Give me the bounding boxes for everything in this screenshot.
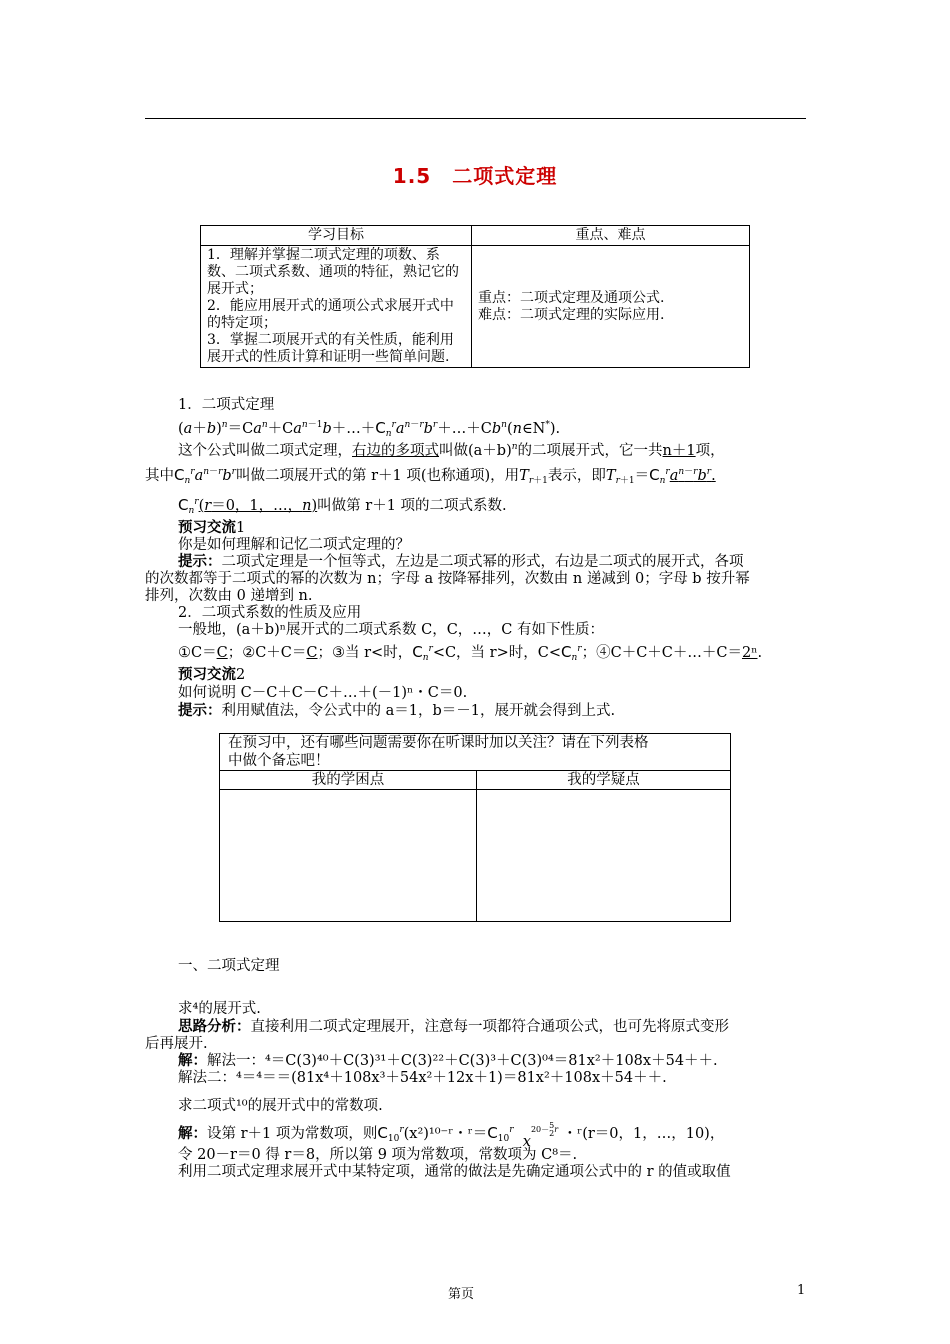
goal-2: 2．能应用展开式的通项公式求展开式中的特定项； [207,298,454,331]
property-1: ①C＝ [178,645,217,661]
solution-method1-text: 解法一：⁴＝C(3)⁴⁰＋C(3)³¹＋C(3)²²＋C(3)³＋C(3)⁰⁴＝81x²＋108x＋54＋＋. [207,1053,718,1069]
goals-cell [201,246,472,368]
binomial-formula: $(a+b)^n=Ca^n+Ca^{n-1}b+\dots+C_n^ra^{n-r}b^r+\dots+Cb^n(n\in N^*)$. [178,419,561,439]
property-3-c: <C，当 r> [432,645,509,661]
term-count: n＋1 [662,443,696,459]
theorem-text-d: 项， [695,443,725,459]
analysis-line2: 后再展开. [145,1036,208,1052]
goals-header: 学习目标 [201,226,472,246]
method-note: 利用二项式定理求展开式中某特定项，通常的做法是先确定通项公式中的 r 的值或取值 [178,1164,731,1180]
general-term-sentence: 其中$C_n^ra^{n-r}b^r$叫做二项展开式的第 r＋1 项(也称通项)，用$T_{r+1}$表示，即$T_{r+1}=C_n^ra^{n-r}b^r$. [145,466,716,486]
preview1-hint-line1 [178,553,744,571]
hint-label: 提示： [178,553,222,570]
property-3-b: 时， [383,645,413,661]
combination-symbol: C [375,419,386,437]
preview2-label-text: 预习交流 [178,666,236,683]
analysis-line1 [178,1018,729,1036]
preview1-label [178,519,245,537]
example1: 求⁴的展开式. [178,1001,261,1017]
coefficient-properties: ①C＝C；②C＋C＝C；③当 r<时，$C_n^r<C$，当 r>时，$C<C_n^r$；④C＋C＋C＋…＋C＝2ⁿ. [178,643,763,663]
section1-heading: 1．二项式定理 [178,397,275,413]
preview2-hint [178,702,615,720]
analysis-text: 直接利用二项式定理展开，注意每一项都符合通项公式，也可先将原式变形 [250,1019,729,1035]
property-4-value: 2ⁿ [741,645,758,661]
preview2-question: 如何说明 C－C＋C－C＋…＋(－1)ⁿ・C＝0. [178,685,468,701]
solution-text-b: (x²)¹⁰⁻ʳ・ʳ＝ [403,1126,488,1142]
memo-col-doubts: 我的学疑点 [477,771,731,790]
memo-intro-line1: 在预习中，还有哪些问题需要你在听课时加以关注？请在下列表格 [228,735,649,751]
hint-text: 利用赋值法，令公式中的 a＝1，b＝－1，展开就会得到上式. [221,703,616,719]
memo-table [219,733,731,922]
preview2-label [178,666,245,684]
hint-text: 二项式定理是一个恒等式，左边是二项式幂的形式，右边是二项式的展开式，各项 [221,554,744,570]
preview1-question: 你是如何理解和记忆二项式定理的？ [178,537,410,553]
part1-heading: 一、二项式定理 [178,958,280,974]
binomial-coefficient-text: 叫做第 r＋1 项的二项式系数. [317,498,507,514]
learning-goals-table [200,225,750,368]
property-2: ；②C＋C＝ [227,645,307,661]
memo-col-difficulties: 我的学困点 [220,771,477,790]
general-term-text-c: 表示，即 [547,468,606,484]
property-1-value: C [216,645,228,661]
solution-method1 [178,1052,718,1070]
property-4: ；④C＋C＋C＋…＋C＝ [581,645,742,661]
keypoints-header: 重点、难点 [472,226,750,246]
page-title: 1.5 二项式定理 [392,164,558,188]
solution-text-a: 设第 r＋1 项为常数项，则 [207,1126,378,1142]
solution-label: 解： [178,1052,207,1069]
preview1-hint-line2: 的次数都等于二项式的幂的次数为 n；字母 a 按降幂排列，次数由 n 递减到 0；字母 b 按升幂 [145,571,750,587]
theorem-sentence: 这个公式叫做二项式定理，右边的多项式叫做$(a+b)^n$的二项展开式，它一共n＋1项， [178,442,725,459]
difficulty: 难点：二项式定理的实际应用. [478,306,665,323]
section2-heading: 2．二项式系数的性质及应用 [178,605,362,621]
solution-method2: 解法二：⁴＝⁴＝＝(81x⁴＋108x³＋54x²＋12x＋1)＝81x²＋108x＋54＋＋. [178,1070,667,1086]
preview2-number: 2 [236,667,246,683]
theorem-text-underlined: 右边的多项式 [352,443,439,459]
preview1-hint-line3: 排列，次数由 0 递增到 n. [145,588,313,604]
solution-label: 解： [178,1125,207,1142]
preview1-number: 1 [236,520,246,536]
header-rule [145,118,806,119]
property-3: ；③当 r< [317,645,384,661]
binomial-coefficient-sentence: $C_n^r(r=0$，1，…，n)叫做第 r＋1 项的二项式系数. [178,496,507,516]
theorem-text-c: 的二项展开式，它一共 [517,443,663,459]
example2: 求二项式¹⁰的展开式中的常数项. [178,1098,383,1114]
preview1-label-text: 预习交流 [178,519,236,536]
memo-intro-line2: 中做个备忘吧！ [228,753,330,769]
memo-doubts-cell[interactable] [477,790,731,922]
footer-center: 第页 [448,1287,475,1302]
theorem-text-a: 这个公式叫做二项式定理， [178,443,352,459]
keypoints-cell [472,246,750,368]
analysis-label: 思路分析： [178,1018,251,1035]
property-2-value: C [306,645,318,661]
hint-label: 提示： [178,702,222,719]
general-term-text-a: 其中 [145,468,174,484]
example2-solution: 解：设第 r＋1 项为常数项，则$C_{10}^r(x^2)^{10-}ʳ$・$ʳ=C_{10}^r$ $x^{20-5 2r}$ ・ʳ(r＝0，1，…，10)， [178,1121,725,1150]
general-term-text-b: 叫做二项展开式的第 r＋1 项(也称通项)，用 [235,468,520,484]
memo-difficulties-cell[interactable] [220,790,477,922]
solution-text-c: ・ʳ(r＝0，1，…，10)， [562,1126,725,1142]
goal-3: 3．掌握二项展开式的有关性质，能利用展开式的性质计算和证明一些简单问题. [207,332,454,365]
property-3-d: 时，C< [508,645,561,661]
key-point: 重点：二项式定理及通项公式. [478,289,665,306]
theorem-text-b: 叫做(a＋b) [439,443,512,459]
memo-intro [220,734,731,771]
section2-intro: 一般地，(a＋b)ⁿ展开式的二项式系数 C，C，…，C 有如下性质： [178,622,605,638]
example2-conclusion: 令 20－r＝0 得 r＝8，所以第 9 项为常数项，常数项为 C⁸＝. [178,1147,578,1163]
goal-1: 1．理解并掌握二项式定理的项数、系数、二项式系数、通项的特征，熟记它的展开式； [207,247,459,297]
page-number: 1 [797,1283,806,1298]
